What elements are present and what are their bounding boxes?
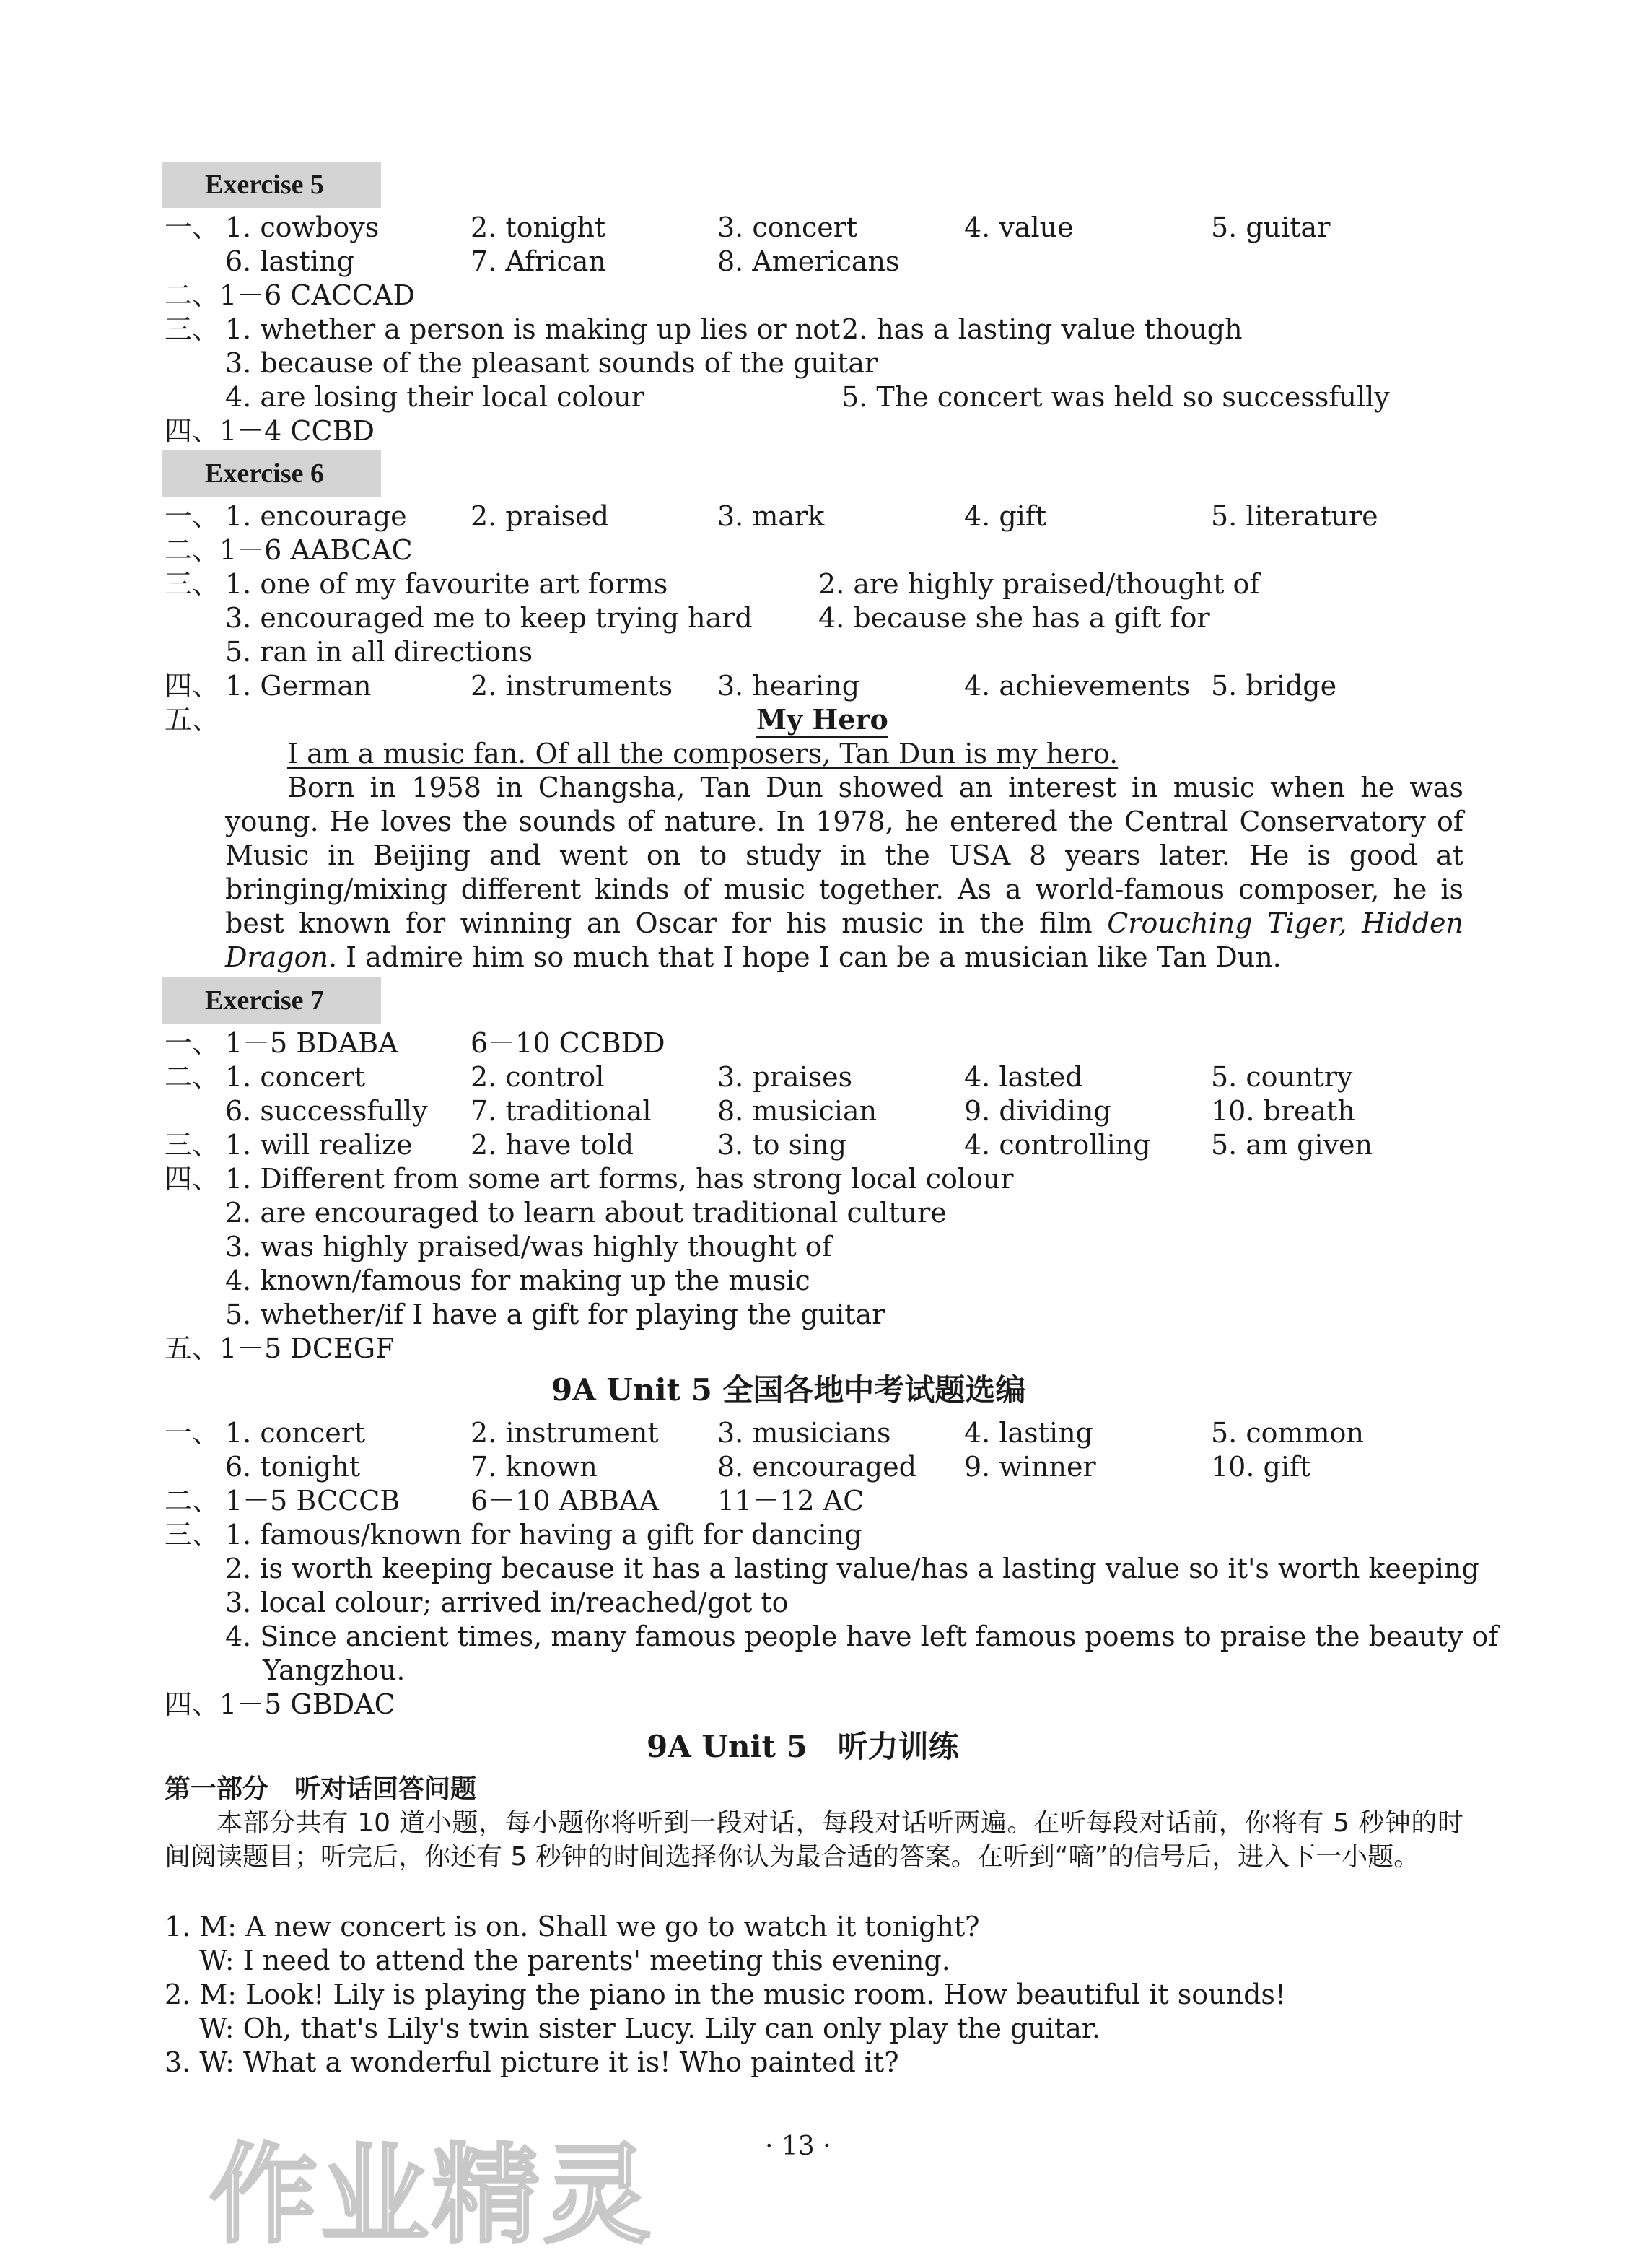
answer: 8. encouraged bbox=[717, 1451, 916, 1483]
section-label: 三、 bbox=[165, 1519, 220, 1550]
answer: 4. because she has a gift for bbox=[818, 602, 1210, 634]
answer: 1. will realize bbox=[225, 1129, 413, 1161]
answer: 2. are highly praised/thought of bbox=[818, 568, 1260, 600]
exam-section-title: 9A Unit 5 全国各地中考试题选编 bbox=[551, 1372, 1026, 1408]
answer: 9. winner bbox=[964, 1451, 1096, 1483]
answer: 4. achievements bbox=[964, 670, 1191, 702]
answer: 5. am given bbox=[1211, 1129, 1373, 1161]
dialogue-line: 1. M: A new concert is on. Shall we go to watch it tonight? bbox=[165, 1911, 980, 1942]
answer: 5. whether/if I have a gift for playing the guitar bbox=[225, 1299, 885, 1330]
essay-underlined-sentence: I am a music fan. Of all the composers, Tan Dun is my hero. bbox=[287, 738, 1119, 769]
answer: 2. have told bbox=[471, 1129, 634, 1161]
answer: 1. Different from some art forms, has strong local colour bbox=[225, 1163, 1014, 1195]
answer: 2. instrument bbox=[471, 1417, 659, 1449]
section-label: 一、 bbox=[165, 500, 220, 532]
answer: 2. are encouraged to learn about traditional culture bbox=[225, 1197, 947, 1229]
answer: 6. lasting bbox=[225, 245, 354, 277]
answer-line: 四、1－5 GBDAC bbox=[165, 1688, 395, 1720]
answer: 3. concert bbox=[717, 211, 858, 243]
answer: 1. German bbox=[225, 670, 372, 702]
answer: 3. musicians bbox=[717, 1417, 891, 1449]
answer: 9. dividing bbox=[964, 1095, 1111, 1127]
answer: 4. value bbox=[964, 211, 1074, 243]
answer: 3. local colour; arrived in/reached/got to bbox=[225, 1587, 789, 1618]
answer: 7. known bbox=[471, 1451, 598, 1483]
answer: 4. lasting bbox=[964, 1417, 1093, 1449]
answer: 4. gift bbox=[964, 500, 1047, 532]
section-label: 三、 bbox=[165, 568, 220, 600]
answer: 2. praised bbox=[471, 500, 609, 532]
answer: 4. lasted bbox=[964, 1061, 1083, 1093]
exercise-7-header bbox=[162, 977, 381, 1024]
answer: 10. breath bbox=[1211, 1095, 1355, 1127]
section-label: 三、 bbox=[165, 1129, 220, 1161]
answer: 4. known/famous for making up the music bbox=[225, 1265, 810, 1296]
answer: 3. praises bbox=[717, 1061, 853, 1093]
answer: 5. literature bbox=[1211, 500, 1378, 532]
answer: 1. encourage bbox=[225, 500, 407, 532]
answer-line: 五、1－5 DCEGF bbox=[165, 1333, 395, 1364]
essay-text-end: . I admire him so much that I hope I can be a musician like Tan Dun. bbox=[328, 941, 1282, 973]
essay-first-sentence bbox=[225, 737, 1463, 771]
answer: 5. guitar bbox=[1211, 211, 1331, 243]
section-label: 一、 bbox=[165, 1027, 220, 1059]
exercise-7-title: Exercise 7 bbox=[205, 985, 324, 1016]
answer: 2. instruments bbox=[471, 670, 673, 702]
section-label: 一、 bbox=[165, 211, 220, 243]
answer: 7. African bbox=[471, 245, 606, 277]
answer: 3. to sing bbox=[717, 1129, 847, 1161]
page-number: · 13 · bbox=[765, 2132, 831, 2161]
listening-section-title: 9A Unit 5 听力训练 bbox=[647, 1729, 959, 1764]
answer: 3. was highly praised/was highly thought of bbox=[225, 1231, 832, 1262]
answer: 3. because of the pleasant sounds of the guitar bbox=[225, 347, 878, 379]
exercise-6-title: Exercise 6 bbox=[205, 458, 324, 489]
answer: 6－10 CCBDD bbox=[471, 1027, 665, 1059]
dialogue-line: W: Oh, that's Lily's twin sister Lucy. Lily can only play the guitar. bbox=[199, 2012, 1100, 2044]
answer: Yangzhou. bbox=[263, 1654, 406, 1686]
film-title: Crouching Tiger, Hidden Dragon bbox=[225, 907, 1463, 973]
exercise-5-header bbox=[162, 162, 381, 208]
answer-line: 四、1－4 CCBD bbox=[165, 415, 375, 447]
answer: 5. ran in all directions bbox=[225, 636, 533, 668]
answer: 2. has a lasting value though bbox=[841, 313, 1243, 345]
answer: 4. controlling bbox=[964, 1129, 1151, 1161]
answer: 1. concert bbox=[225, 1417, 366, 1449]
dialogue-line: 2. M: Look! Lily is playing the piano in the music room. How beautiful it sounds! bbox=[165, 1979, 1287, 2010]
essay-title: My Hero bbox=[756, 703, 888, 738]
answer: 2. control bbox=[471, 1061, 605, 1093]
dialogue-line: 3. W: What a wonderful picture it is! Who painted it? bbox=[165, 2046, 899, 2078]
answer: 1. famous/known for having a gift for dancing bbox=[225, 1519, 862, 1550]
exercise-5-title: Exercise 5 bbox=[205, 170, 324, 200]
section-label: 四、 bbox=[165, 670, 220, 702]
answer: 6－10 ABBAA bbox=[471, 1485, 659, 1517]
section-label: 四、 bbox=[165, 1163, 220, 1195]
answer-line: 二、1－6 AABCAC bbox=[165, 534, 413, 566]
answer: 6. tonight bbox=[225, 1451, 361, 1483]
answer: 1. cowboys bbox=[225, 211, 380, 243]
answer: 4. Since ancient times, many famous people have left famous poems to praise the beauty of bbox=[225, 1621, 1499, 1652]
section-label: 一、 bbox=[165, 1417, 220, 1449]
essay-body bbox=[225, 771, 1463, 974]
section-label: 二、 bbox=[165, 1061, 220, 1093]
answer: 3. hearing bbox=[717, 670, 860, 702]
answer: 11－12 AC bbox=[717, 1485, 865, 1517]
listening-instructions: 本部分共有 10 道小题，每小题你将听到一段对话，每段对话听两遍。在听每段对话前，你将有 5 秒钟的时间阅读题目；听完后，你还有 5 秒钟的时间选择你认为最合适的答案。在听到“嘀”的信号后，进入下一小题。 bbox=[165, 1808, 1463, 1872]
answer: 8. Americans bbox=[717, 245, 900, 277]
answer: 10. gift bbox=[1211, 1451, 1311, 1483]
answer: 5. bridge bbox=[1211, 670, 1337, 702]
section-label: 二、 bbox=[165, 1485, 220, 1517]
answer: 2. is worth keeping because it has a lasting value/has a lasting value so it's worth keeping bbox=[225, 1553, 1479, 1584]
answer: 6. successfully bbox=[225, 1095, 428, 1127]
listening-part-title: 第一部分 听对话回答问题 bbox=[165, 1774, 477, 1804]
exercise-6-header bbox=[162, 450, 381, 497]
answer: 5. The concert was held so successfully bbox=[841, 381, 1390, 413]
answer: 5. common bbox=[1211, 1417, 1364, 1449]
answer: 1－5 BCCCB bbox=[225, 1485, 401, 1517]
answer: 3. mark bbox=[717, 500, 825, 532]
watermark: 作业精灵 bbox=[209, 2133, 655, 2259]
answer: 8. musician bbox=[717, 1095, 878, 1127]
answer: 1. concert bbox=[225, 1061, 366, 1093]
section-label: 三、 bbox=[165, 313, 220, 345]
section-label: 五、 bbox=[165, 704, 220, 736]
answer: 1. one of my favourite art forms bbox=[225, 568, 668, 600]
answer: 1. whether a person is making up lies or not bbox=[225, 313, 841, 345]
answer: 2. tonight bbox=[471, 211, 606, 243]
answer: 3. encouraged me to keep trying hard bbox=[225, 602, 753, 634]
essay-text: Born in 1958 in Changsha, Tan Dun showed an interest in music when he was young. He loves the sounds of nature. In 1978, he entered the Central Conservatory of Music in Beijing and went on to study in the USA 8 years later. He is good at bringing/mixing different kinds of music together. As a world-famous composer, he is best known for winning an Oscar for his music in the film bbox=[225, 772, 1463, 939]
answer: 7. traditional bbox=[471, 1095, 652, 1127]
answer: 4. are losing their local colour bbox=[225, 381, 644, 413]
answer: 5. country bbox=[1211, 1061, 1353, 1093]
answer-line: 二、1－6 CACCAD bbox=[165, 279, 416, 311]
dialogue-line: W: I need to attend the parents' meeting this evening. bbox=[199, 1945, 950, 1976]
answer: 1－5 BDABA bbox=[225, 1027, 398, 1059]
